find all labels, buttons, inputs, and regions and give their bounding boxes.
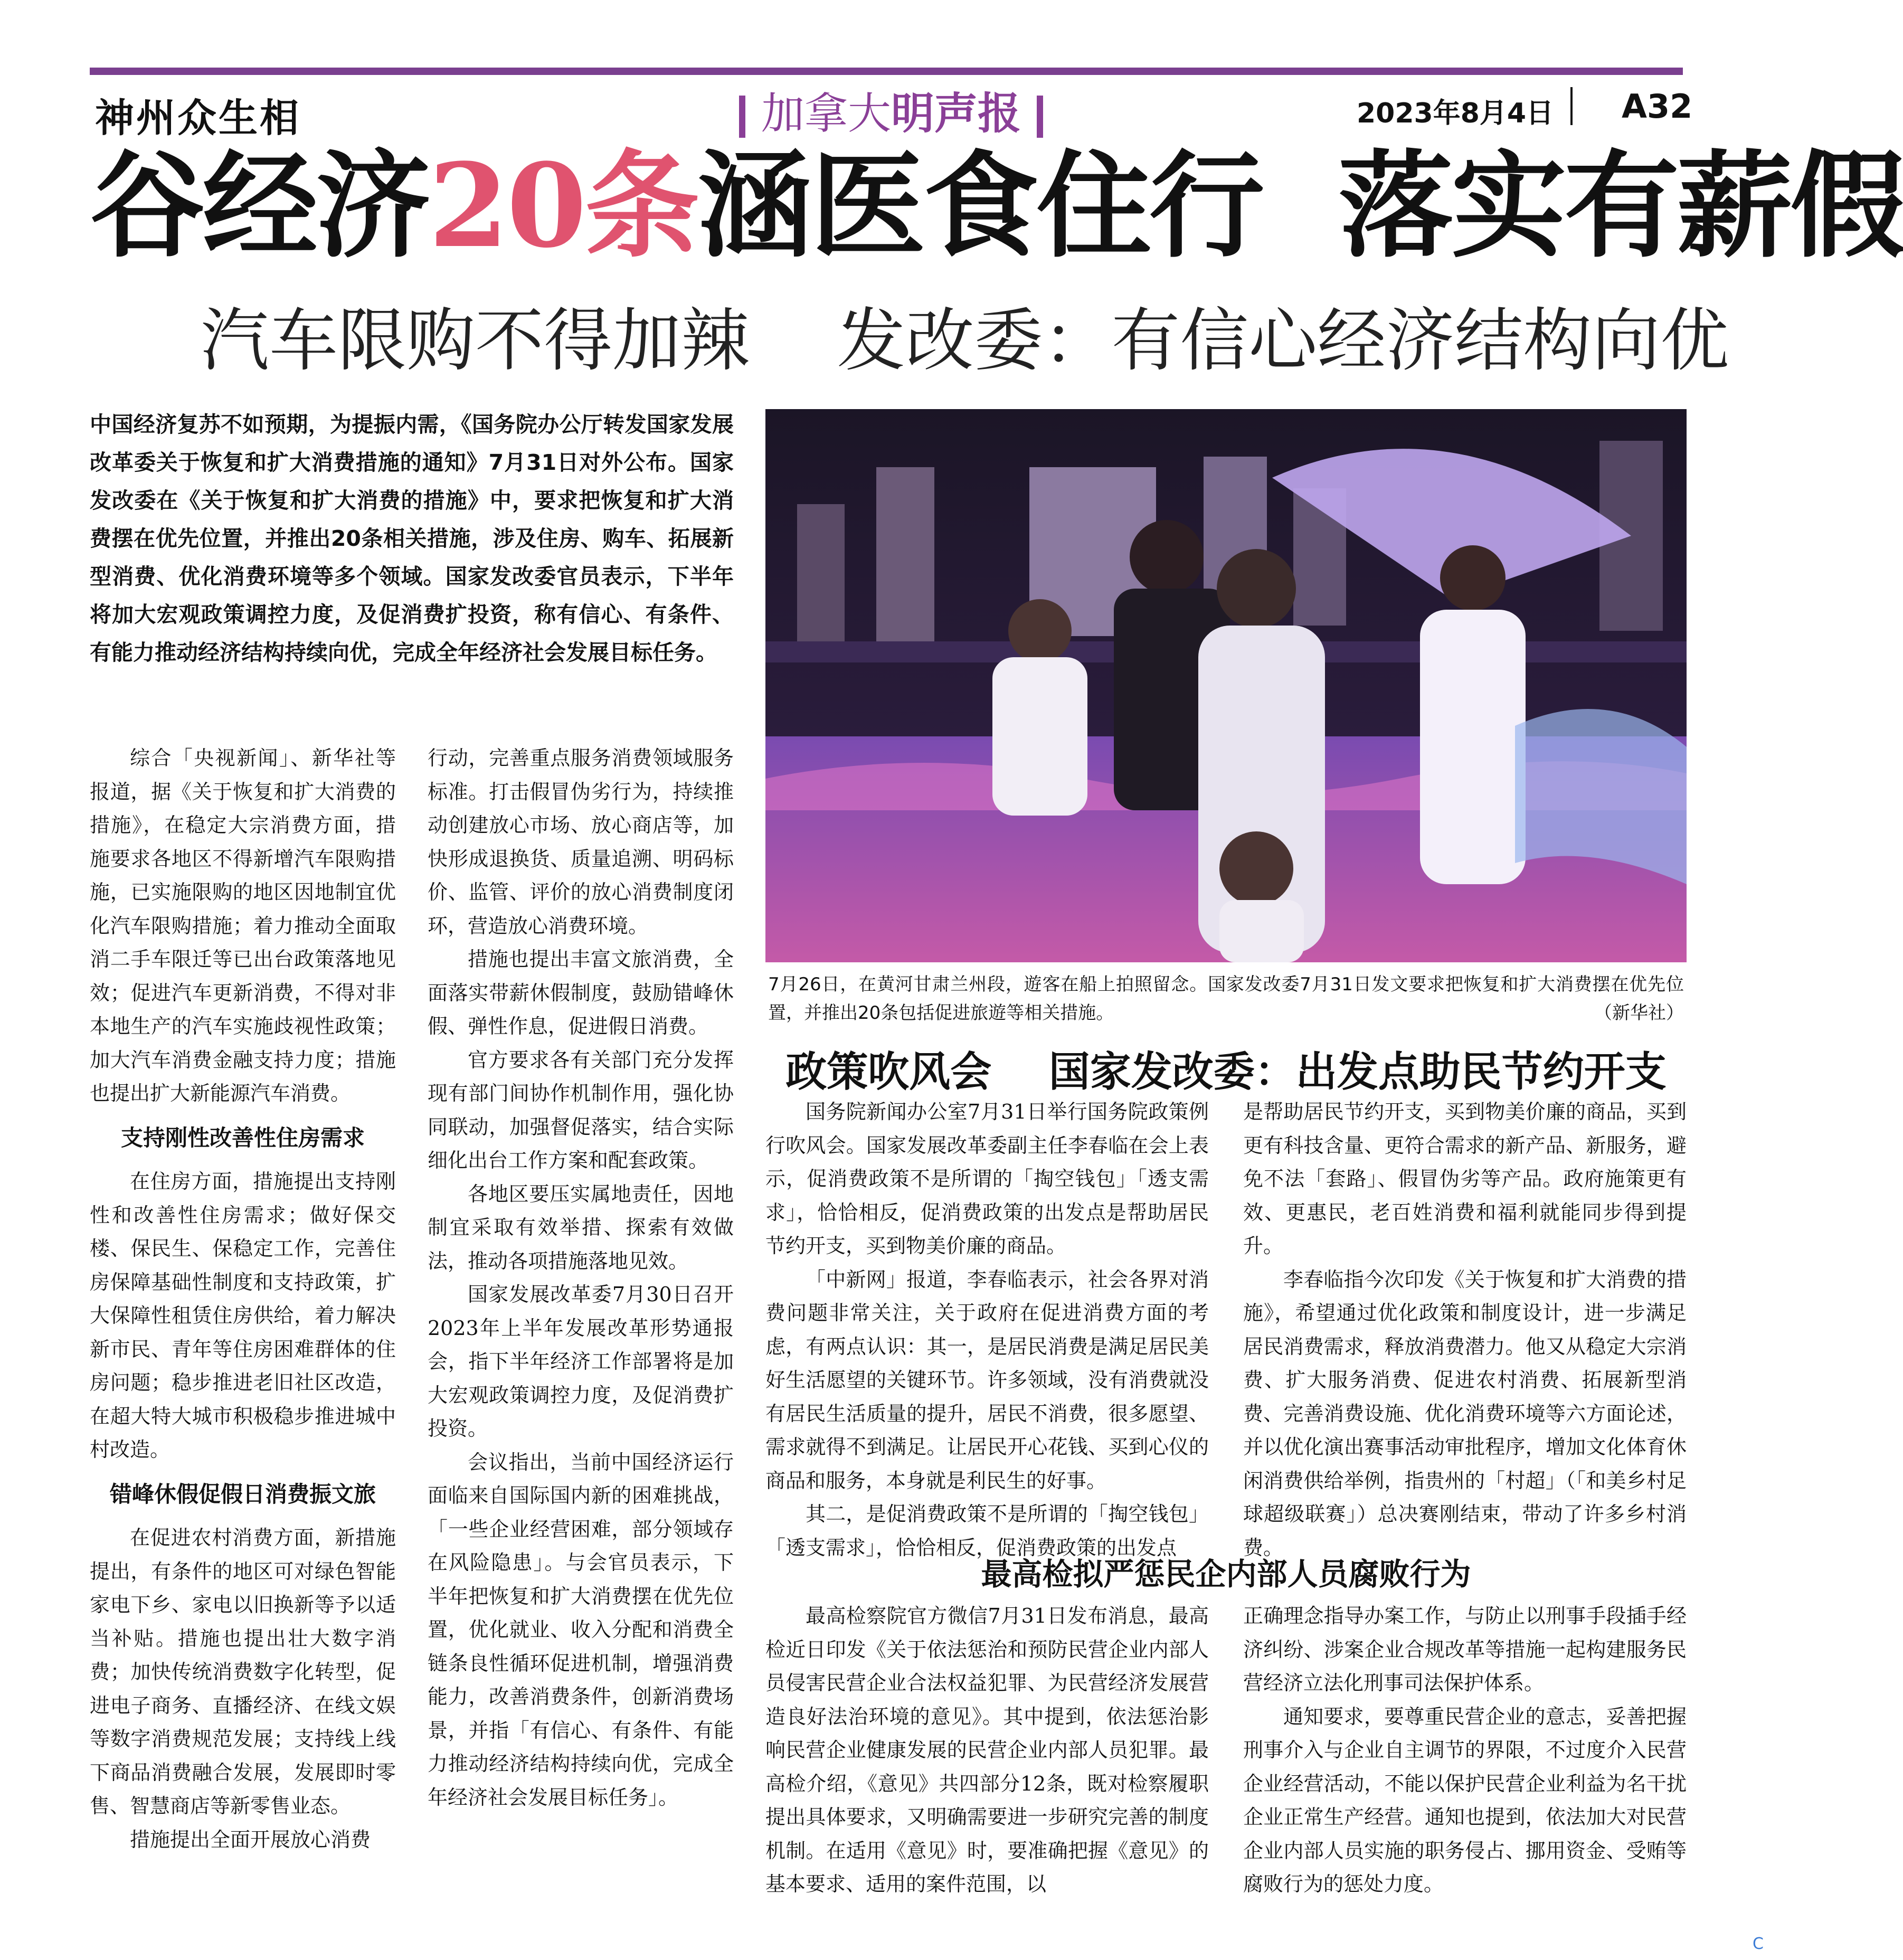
page-number: A32 xyxy=(1622,87,1693,126)
newspaper-title: 明声报 xyxy=(891,89,1021,139)
paragraph: 李春临指今次印发《关于恢复和扩大消费的措施》，希望通过优化政策和制度设计，进一步满足居民消费需求，释放消费潜力。他又从稳定大宗消费、扩大服务消费、促进农村消费、拓展新型消费、完善消费设施、优化消费环境等六方面论述，并以优化演出赛事活动审批程序，增加文化体育休闲消费供给举例，指贵州的「村超」（「和美乡村足球超级联赛」）总决赛刚结束，带动了许多乡村消费。 xyxy=(1243,1267,1687,1559)
paragraph: 是帮助居民节约开支，买到物美价廉的商品，买到更有科技含量、更符合需求的新产品、新服务，避免不法「套路」、假冒伪劣等产品。政府施策更有效、更惠民，老百姓消费和福利就能同步得到提升。 xyxy=(1243,1100,1687,1257)
paragraph: 正确理念指导办案工作，与防止以刑事手段插手经济纠纷、涉案企业合规改革等措施一起构建服务民营经济立法化刑事司法保护体系。 xyxy=(1243,1604,1687,1694)
story2-column-1 xyxy=(765,1095,1209,1565)
story3-column-2 xyxy=(1243,1599,1687,1901)
paragraph: 各地区要压实属地责任，因地制宜采取有效举措、探索有效做法，推动各项措施落地见效。 xyxy=(428,1182,734,1273)
main-headline xyxy=(90,138,1903,273)
masthead-top-bar xyxy=(90,68,1683,75)
photo-illustration xyxy=(765,409,1687,962)
story3-headline: 最高检拟严惩民企内部人员腐败行为 xyxy=(981,1556,1471,1592)
paragraph: 措施也提出丰富文旅消费，全面落实带薪休假制度，鼓励错峰休假、弹性作息，促进假日消费。 xyxy=(428,948,734,1038)
headline-part2: 涵医食住行 落实有薪假 xyxy=(697,138,1903,273)
story2-column-2 xyxy=(1243,1095,1687,1565)
article-column-1 xyxy=(90,742,396,1857)
photo-caption xyxy=(768,970,1684,1027)
lead-paragraph: 中国经济复苏不如预期，为提振内需，《国务院办公厅转发国家发展改革委关于恢复和扩大消费措施的通知》7月31日对外公布。国家发改委在《关于恢复和扩大消费的措施》中，要求把恢复和扩大消费摆在优先位置，并推出20条相关措施，涉及住房、购车、拓展新型消费、优化消费环境等多个领域。国家发改委官员表示，下半年将加大宏观政策调控力度，及促消费扩投资，称有信心、有条件、有能力推动经济结构持续向优，完成全年经济社会发展目标任务。 xyxy=(90,412,734,665)
paragraph: 最高检察院官方微信7月31日发布消息，最高检近日印发《关于依法惩治和预防民营企业内部人员侵害民营企业合法权益犯罪、为民营经济发展营造良好法治环境的意见》。其中提到，依法惩治影响民营企业健康发展的民营企业内部人员犯罪。最高检介绍，《意见》共四部分12条，既对检察履职提出具体要求，又明确需要进一步研究完善的制度机制。在适用《意见》时，要准确把握《意见》的基本要求、适用的案件范围，以 xyxy=(765,1604,1209,1896)
paragraph: 措施提出全面开展放心消费 xyxy=(130,1828,371,1851)
paragraph: 官方要求各有关部门充分发挥现有部门间协作机制作用，强化协同联动，加强督促落实，结合实际细化出台工作方案和配套政策。 xyxy=(428,1048,734,1172)
paragraph: 「中新网」报道，李春临表示，社会各界对消费问题非常关注，关于政府在促进消费方面的考虑，有两点认识：其一，是居民消费是满足居民美好生活愿望的关键环节。许多领域，没有消费就没有居民生活质量的提升，居民不消费，很多愿望、需求就得不到满足。让居民开心花钱、买到心仪的商品和服务，本身就是利民生的好事。 xyxy=(765,1267,1209,1492)
subheading-holiday: 错峰休假促假日消费振文旅 xyxy=(109,1481,376,1507)
section-title: 神州众生相 xyxy=(95,96,301,141)
news-photo xyxy=(765,409,1687,962)
paragraph: 国家发展改革委7月30日召开2023年上半年发展改革形势通报会，指下半年经济工作部署将是加大宏观政策调控力度，及促消费扩投资。 xyxy=(428,1283,734,1440)
photo-credit: （新华社） xyxy=(1594,1002,1684,1024)
story3-column-1 xyxy=(765,1599,1209,1901)
subheading-housing: 支持刚性改善性住房需求 xyxy=(120,1124,365,1151)
masthead-bar-left xyxy=(739,96,745,138)
story2-headline: 政策吹风会 国家发改委：出发点助民节约开支 xyxy=(785,1048,1667,1096)
sub-headline: 汽车限购不得加辣 发改委：有信心经济结构向优 xyxy=(201,300,1729,381)
paragraph: 国务院新闻办公室7月31日举行国务院政策例行吹风会。国家发展改革委副主任李春临在会上表示，促消费政策不是所谓的「掏空钱包」「透支需求」，恰恰相反，促消费政策的出发点是帮助居民节约开支，买到物美价廉的商品。 xyxy=(765,1100,1209,1257)
paragraph: 通知要求，要尊重民营企业的意志，妥善把握刑事介入与企业自主调节的界限，不过度介入民营企业经营活动，不能以保护民营企业利益为名干扰企业正常生产经营。通知也提到，依法加大对民营企业内部人员实施的职务侵占、挪用资金、受贿等腐败行为的惩处力度。 xyxy=(1243,1705,1687,1896)
article-column-2 xyxy=(428,742,734,1814)
paragraph: 在住房方面，措施提出支持刚性和改善性住房需求；做好保交楼、保民生、保稳定工作，完善住房保障基础性制度和支持政策，扩大保障性租赁住房供给，着力解决新市民、青年等住房困难群体的住房问题；稳步推进老旧社区改造，在超大特大城市积极稳步推进城中村改造。 xyxy=(90,1170,396,1461)
corner-mark: C xyxy=(1753,1935,1764,1953)
masthead-bar-right xyxy=(1037,96,1043,138)
headline-highlight: 20条 xyxy=(429,138,698,273)
paragraph: 会议指出，当前中国经济运行面临来自国际国内新的困难挑战，「一些企业经营困难，部分领域存在风险隐患」。与会官员表示，下半年把恢复和扩大消费摆在优先位置，优化就业、收入分配和消费全链条良性循环促进机制，增强消费能力，改善消费条件，创新消费场景，并指「有信心、有条件、有能力推动经济结构持续向优，完成全年经济社会发展目标任务」。 xyxy=(428,1450,734,1809)
paragraph: 其二，是促消费政策不是所谓的「掏空钱包」「透支需求」，恰恰相反，促消费政策的出发点 xyxy=(765,1502,1209,1559)
date-page-divider xyxy=(1570,87,1573,125)
paragraph: 行动，完善重点服务消费领域服务标准。打击假冒伪劣行为，持续推动创建放心市场、放心商店等，加快形成退换货、质量追溯、明码标价、监管、评价的放心消费制度闭环，营造放心消费环境。 xyxy=(428,746,734,938)
paragraph: 在促进农村消费方面，新措施提出，有条件的地区可对绿色智能家电下乡、家电以旧换新等予以适当补贴。措施也提出壮大数字消费；加快传统消费数字化转型，促进电子商务、直播经济、在线文娱等数字消费规范发展；支持线上线下商品消费融合发展，发展即时零售、智慧商店等新零售业态。 xyxy=(90,1526,396,1817)
headline-part1: 谷经济 xyxy=(90,138,429,273)
paragraph: 综合「央视新闻」、新华社等报道，据《关于恢复和扩大消费的措施》，在稳定大宗消费方面，措施要求各地区不得新增汽车限购措施，已实施限购的地区因地制宜优化汽车限购措施；着力推动全面取消二手车限迁等已出台政策落地见效；促进汽车更新消费，不得对非本地生产的汽车实施歧视性政策；加大汽车消费金融支持力度；措施也提出扩大新能源汽车消费。 xyxy=(90,746,396,1105)
newspaper-prefix: 加拿大 xyxy=(761,89,892,139)
newspaper-name xyxy=(723,79,1059,141)
caption-text: 7月26日，在黄河甘肃兰州段，遊客在船上拍照留念。国家发改委7月31日发文要求把恢复和扩大消费摆在优先位置，并推出20条包括促进旅遊等相关措施。 xyxy=(768,974,1684,1024)
issue-date: 2023年8月4日 xyxy=(1357,98,1554,129)
